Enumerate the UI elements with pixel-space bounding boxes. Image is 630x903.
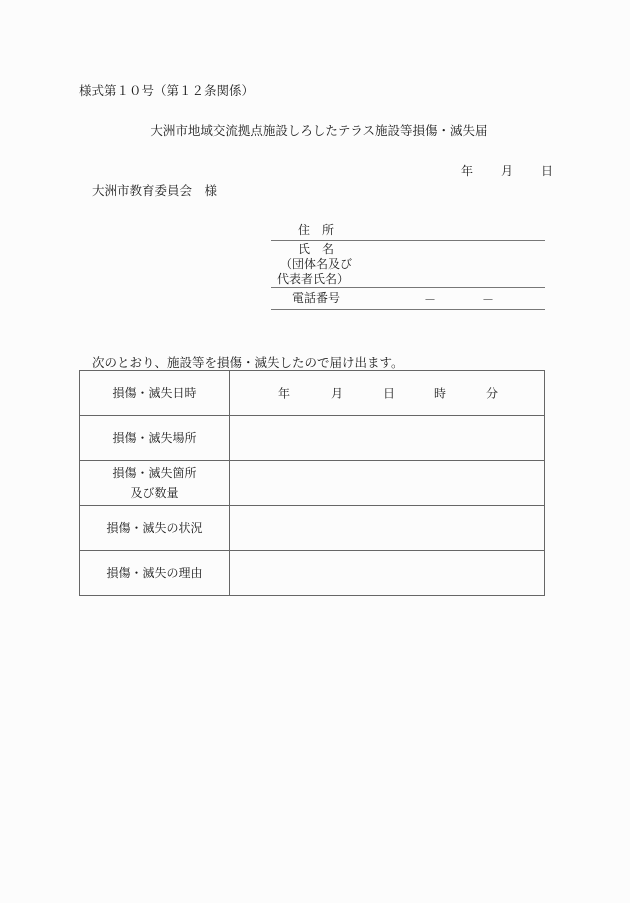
situation-value-cell[interactable] [230, 506, 545, 551]
row-label-situation: 損傷・滅失の状況 [80, 506, 230, 551]
applicant-block [271, 220, 545, 310]
location-value-cell[interactable] [230, 416, 545, 461]
phone-dash-2: － [482, 293, 495, 307]
addressee: 大洲市教育委員会 様 [92, 183, 218, 198]
date-month-label: 月 [501, 164, 514, 178]
datetime-value-cell[interactable] [230, 371, 545, 416]
name-label-line1: 氏 名 [297, 242, 334, 256]
parts-label-line1: 損傷・滅失箇所 [112, 466, 197, 480]
damage-report-table [79, 370, 545, 596]
form-number: 様式第１０号（第１２条関係） [79, 83, 255, 98]
table-row [80, 416, 545, 461]
datetime-hour-unit: 時 [434, 386, 447, 401]
phone-field[interactable] [271, 288, 545, 310]
table-row [80, 371, 545, 416]
name-field[interactable] [271, 241, 545, 288]
datetime-month-unit: 月 [331, 386, 344, 401]
intro-text: 次のとおり、施設等を損傷・滅失したので届け出ます。 [92, 355, 404, 370]
datetime-day-unit: 日 [383, 386, 396, 401]
name-label [271, 241, 361, 287]
date-year-label: 年 [461, 164, 474, 178]
address-label: 住 所 [297, 223, 334, 237]
table-row [80, 461, 545, 506]
name-label-line3: 代表者氏名） [277, 272, 350, 286]
document-title: 大洲市地域交流拠点施設しろしたテラス施設等損傷・滅失届 [150, 123, 488, 138]
parts-quantity-value-cell[interactable] [230, 461, 545, 506]
table-row [80, 506, 545, 551]
table-row [80, 551, 545, 596]
datetime-minute-unit: 分 [486, 386, 499, 401]
phone-label: 電話番号 [291, 291, 340, 305]
name-label-line2: （団体名及び [279, 257, 352, 271]
row-label-datetime: 損傷・滅失日時 [80, 371, 230, 416]
row-label-parts-quantity [80, 461, 230, 506]
row-label-location: 損傷・滅失場所 [80, 416, 230, 461]
row-label-reason: 損傷・滅失の理由 [80, 551, 230, 596]
datetime-year-unit: 年 [278, 386, 291, 401]
phone-dash-1: － [424, 293, 437, 307]
parts-label-line2: 及び数量 [130, 486, 179, 500]
reason-value-cell[interactable] [230, 551, 545, 596]
date-day-label: 日 [541, 164, 554, 178]
address-field[interactable] [271, 220, 545, 241]
